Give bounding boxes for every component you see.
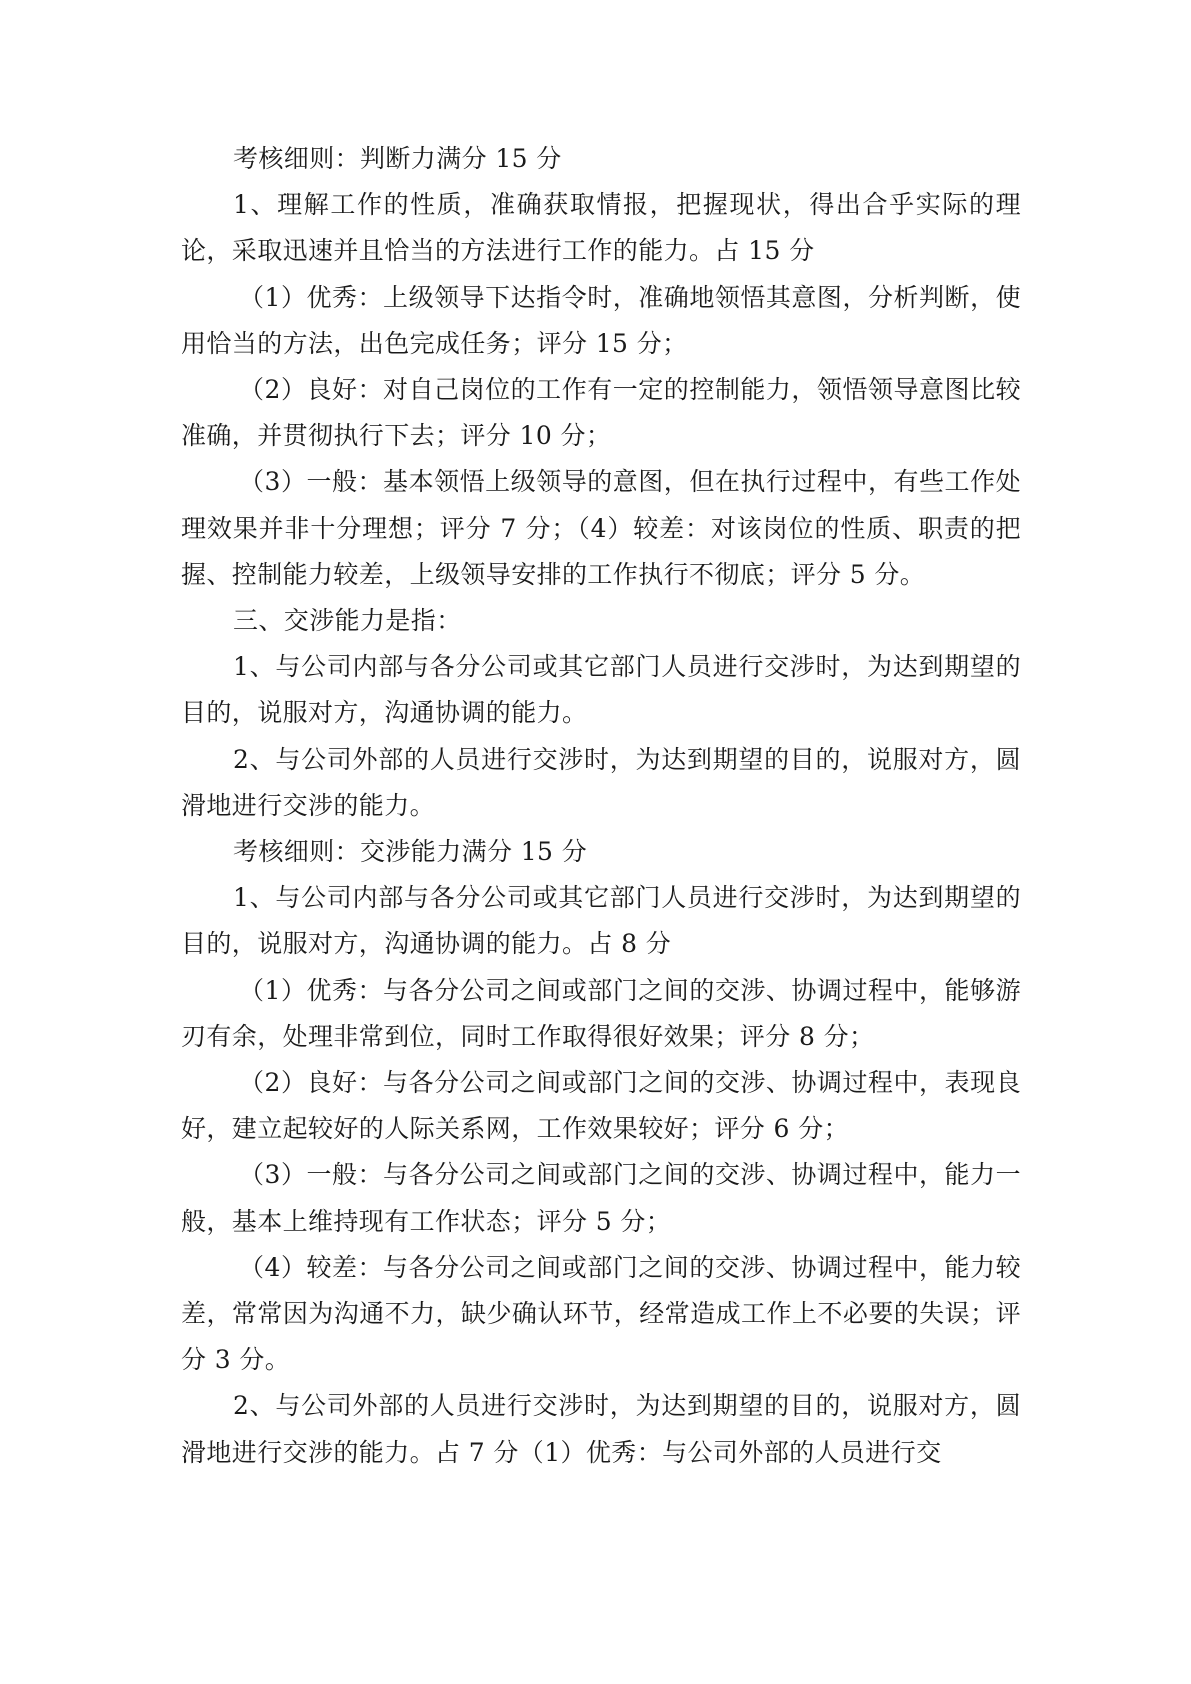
negotiation-grade-average: （3）一般：与各分公司之间或部门之间的交涉、协调过程中，能力一般，基本上维持现有工作状态；评分 5 分； (181, 1160, 1021, 1236)
negotiation-section-heading: 三、交涉能力是指： (233, 606, 462, 636)
judgment-grade-average-poor: （3）一般：基本领悟上级领导的意图，但在执行过程中，有些工作处理效果并非十分理想；评分 7 分；（4）较差：对该岗位的性质、职责的把握、控制能力较差，上级领导安排的工作执行不彻底；评分 5 分。 (181, 467, 1021, 589)
negotiation-definition-1: 1、与公司内部与各分公司或其它部门人员进行交涉时，为达到期望的目的，说服对方，沟通协调的能力。 (181, 652, 1021, 728)
negotiation-grade-good: （2）良好：与各分公司之间或部门之间的交涉、协调过程中，表现良好，建立起较好的人际关系网，工作效果较好；评分 6 分； (181, 1068, 1021, 1144)
judgment-grade-excellent: （1）优秀：上级领导下达指令时，准确地领悟其意图，分析判断，使用恰当的方法，出色完成任务；评分 15 分； (181, 282, 1021, 358)
judgment-grade-good: （2）良好：对自己岗位的工作有一定的控制能力，领悟领导意图比较准确，并贯彻执行下去；评分 10 分； (181, 375, 1021, 451)
negotiation-item-2: 2、与公司外部的人员进行交涉时，为达到期望的目的，说服对方，圆滑地进行交涉的能力。占 7 分（1）优秀：与公司外部的人员进行交 (181, 1391, 1021, 1467)
judgment-criteria-heading: 考核细则：判断力满分 15 分 (233, 144, 562, 173)
negotiation-criteria-heading: 考核细则：交涉能力满分 15 分 (233, 837, 588, 867)
negotiation-definition-2: 2、与公司外部的人员进行交涉时，为达到期望的目的，说服对方，圆滑地进行交涉的能力。 (181, 744, 1021, 820)
judgment-item-1: 1、理解工作的性质，准确获取情报，把握现状，得出合乎实际的理论，采取迅速并且恰当的方法进行工作的能力。占 15 分 (181, 190, 1021, 266)
negotiation-grade-poor: （4）较差：与各分公司之间或部门之间的交涉、协调过程中，能力较差，常常因为沟通不力，缺少确认环节，经常造成工作上不必要的失误；评分 3 分。 (181, 1252, 1021, 1375)
negotiation-item-1: 1、与公司内部与各分公司或其它部门人员进行交涉时，为达到期望的目的，说服对方，沟通协调的能力。占 8 分 (181, 883, 1021, 959)
negotiation-grade-excellent: （1）优秀：与各分公司之间或部门之间的交涉、协调过程中，能够游刃有余，处理非常到位，同时工作取得很好效果；评分 8 分； (181, 975, 1021, 1051)
document-body (181, 136, 1021, 1476)
